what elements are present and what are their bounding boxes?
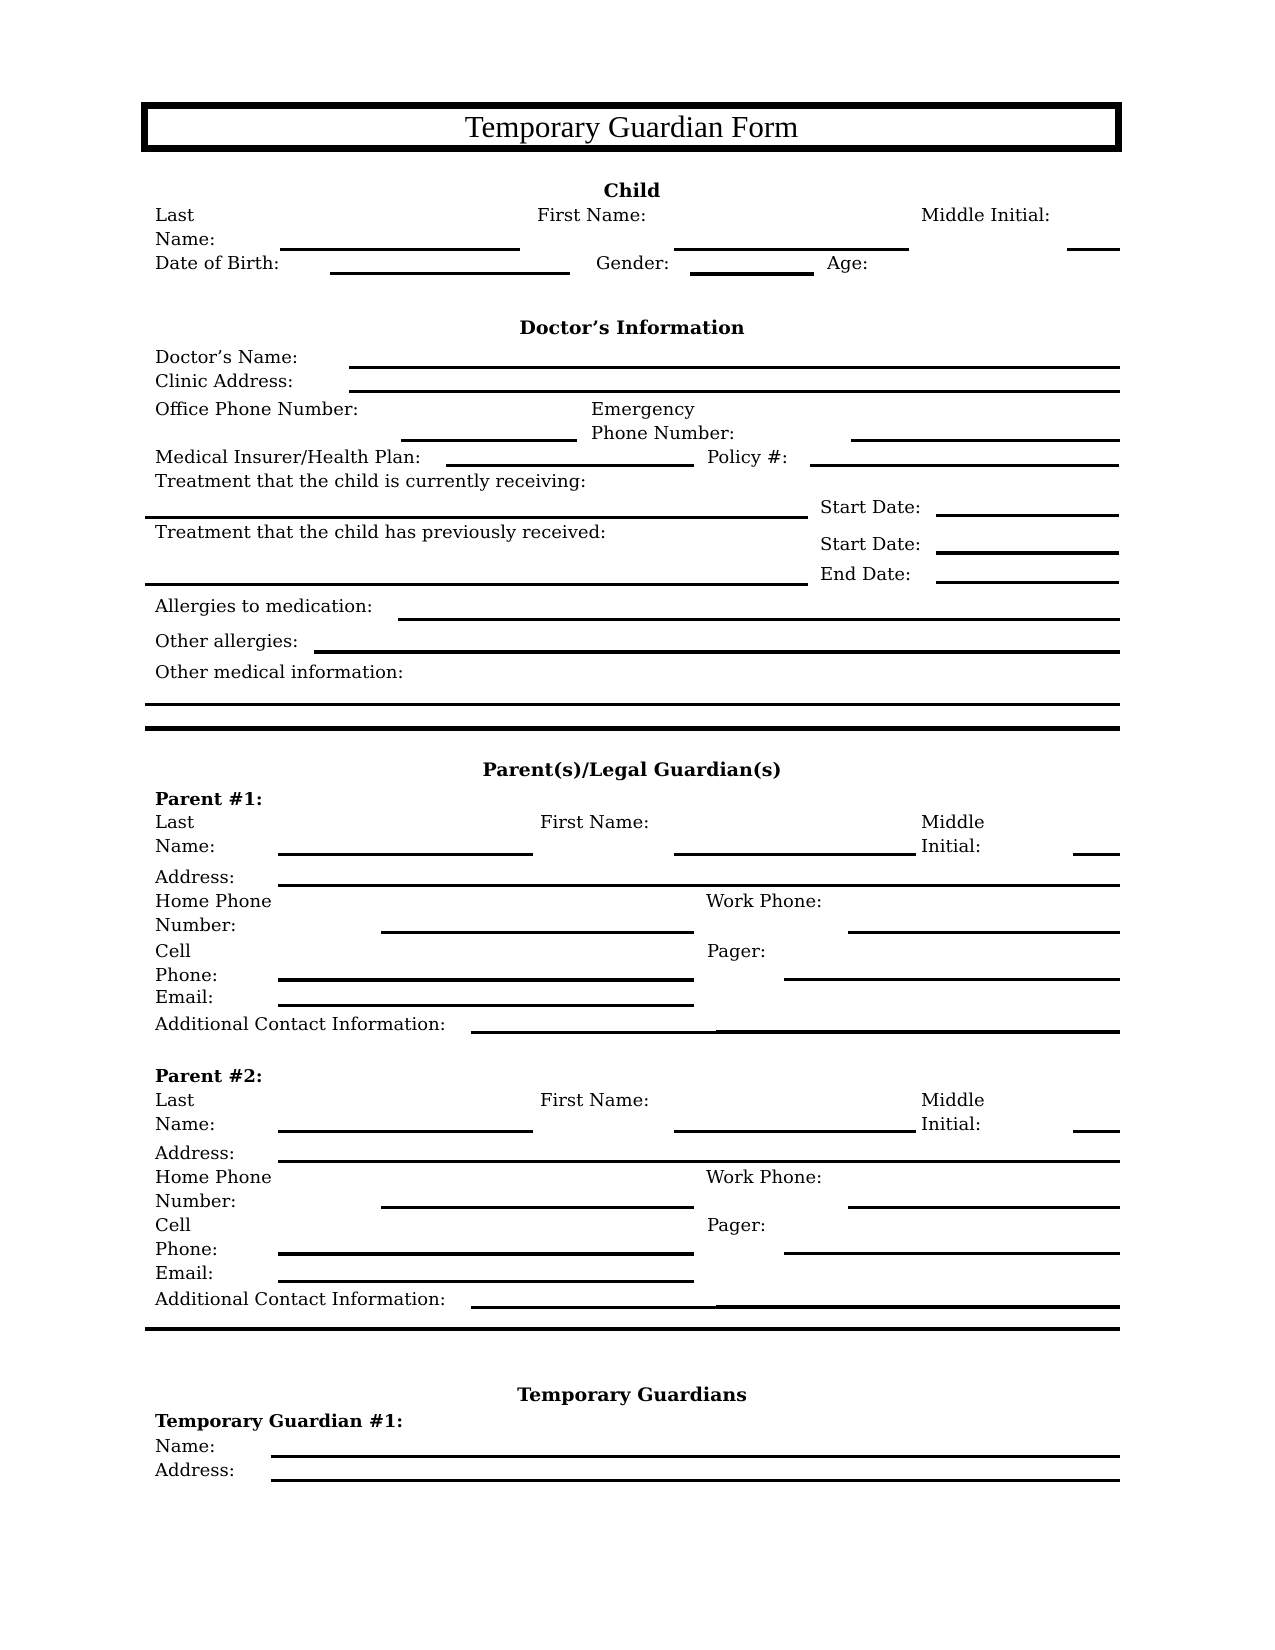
parent2-label: Parent #2: <box>155 1066 263 1087</box>
treatment-previous-end-date-field[interactable] <box>936 581 1119 584</box>
treatment-previous-start-date-field[interactable] <box>936 551 1119 555</box>
doctor-section-heading: Doctor’s Information <box>519 317 745 339</box>
treatment-previous-start-date-label: Start Date: <box>820 534 921 555</box>
parent1-label: Parent #1: <box>155 789 263 810</box>
insurer-label: Medical Insurer/Health Plan: <box>155 447 421 468</box>
parent2-address-label: Address: <box>155 1143 235 1164</box>
child-first-name-label: First Name: <box>537 205 647 226</box>
parent2-additional-contact-field-2[interactable] <box>716 1305 1120 1309</box>
other-medical-field-line1[interactable] <box>145 703 1120 706</box>
child-gender-label: Gender: <box>596 253 670 274</box>
parent2-first-name-label: First Name: <box>540 1090 650 1111</box>
child-last-name-label: Last Name: <box>155 205 216 250</box>
parent1-home-phone-label: Home Phone Number: <box>155 891 272 936</box>
guardian1-address-label: Address: <box>155 1460 235 1481</box>
guardian1-address-field[interactable] <box>271 1479 1120 1482</box>
doctor-name-field[interactable] <box>349 366 1120 369</box>
parent1-additional-contact-field-2[interactable] <box>716 1030 1120 1034</box>
child-age-label: Age: <box>827 253 869 274</box>
parent2-work-phone-field[interactable] <box>848 1206 1120 1209</box>
parent1-pager-field[interactable] <box>784 978 1120 981</box>
parent2-middle-initial-field[interactable] <box>1073 1130 1120 1133</box>
child-last-name-field[interactable] <box>280 248 520 251</box>
other-allergies-field[interactable] <box>314 650 1120 654</box>
treatment-current-start-date-field[interactable] <box>936 514 1119 517</box>
office-phone-field[interactable] <box>401 439 577 442</box>
treatment-previous-label: Treatment that the child has previously received: <box>155 522 607 543</box>
parent1-last-name-field[interactable] <box>278 853 533 856</box>
child-middle-initial-label: Middle Initial: <box>921 205 1051 226</box>
parent1-work-phone-label: Work Phone: <box>706 891 823 912</box>
emergency-phone-field[interactable] <box>851 439 1120 442</box>
parent1-middle-initial-label: Middle Initial: <box>921 812 985 857</box>
parent2-home-phone-label: Home Phone Number: <box>155 1167 272 1212</box>
parent2-pager-label: Pager: <box>707 1215 766 1236</box>
treatment-current-start-date-label: Start Date: <box>820 497 921 518</box>
treatment-current-field[interactable] <box>145 516 808 519</box>
guardians-section-heading: Temporary Guardians <box>517 1384 747 1406</box>
parent1-additional-contact-label: Additional Contact Information: <box>155 1014 446 1035</box>
parents-section-heading: Parent(s)/Legal Guardian(s) <box>482 759 782 781</box>
allergies-medication-label: Allergies to medication: <box>155 596 373 617</box>
child-gender-field[interactable] <box>690 272 814 276</box>
office-phone-label: Office Phone Number: <box>155 399 359 420</box>
parent1-email-label: Email: <box>155 987 214 1008</box>
parent2-cell-phone-label: Cell Phone: <box>155 1215 218 1260</box>
parent1-address-label: Address: <box>155 867 235 888</box>
guardian1-name-field[interactable] <box>271 1455 1120 1458</box>
parent1-first-name-field[interactable] <box>674 853 916 856</box>
form-title-box <box>141 102 1122 152</box>
parent2-address-field[interactable] <box>278 1160 1120 1163</box>
clinic-address-label: Clinic Address: <box>155 371 294 392</box>
emergency-phone-label: Emergency Phone Number: <box>591 399 735 444</box>
parents-section-divider <box>145 1327 1120 1331</box>
guardian1-label: Temporary Guardian #1: <box>155 1411 404 1432</box>
child-dob-label: Date of Birth: <box>155 253 280 274</box>
parent2-additional-contact-label: Additional Contact Information: <box>155 1289 446 1310</box>
parent1-additional-contact-field[interactable] <box>471 1031 716 1034</box>
parent1-middle-initial-field[interactable] <box>1073 853 1120 856</box>
parent1-pager-label: Pager: <box>707 941 766 962</box>
guardian1-name-label: Name: <box>155 1436 216 1457</box>
parent1-cell-phone-label: Cell Phone: <box>155 941 218 986</box>
policy-label: Policy #: <box>707 447 788 468</box>
parent2-home-phone-field[interactable] <box>381 1206 694 1209</box>
parent1-cell-phone-field[interactable] <box>278 978 694 982</box>
parent2-middle-initial-label: Middle Initial: <box>921 1090 985 1135</box>
policy-field[interactable] <box>810 464 1119 467</box>
insurer-field[interactable] <box>446 464 694 467</box>
other-allergies-label: Other allergies: <box>155 631 299 652</box>
parent2-email-field[interactable] <box>278 1280 694 1283</box>
parent2-first-name-field[interactable] <box>674 1130 916 1133</box>
form-title: Temporary Guardian Form <box>464 109 799 144</box>
treatment-previous-end-date-label: End Date: <box>820 564 912 585</box>
allergies-medication-field[interactable] <box>398 618 1120 621</box>
child-dob-field[interactable] <box>330 272 570 275</box>
clinic-address-field[interactable] <box>349 390 1120 393</box>
doctor-section-divider <box>145 726 1120 731</box>
parent2-work-phone-label: Work Phone: <box>706 1167 823 1188</box>
other-medical-label: Other medical information: <box>155 662 404 683</box>
child-section-heading: Child <box>603 180 661 202</box>
parent1-home-phone-field[interactable] <box>381 931 694 934</box>
parent2-additional-contact-field[interactable] <box>471 1306 716 1309</box>
treatment-current-label: Treatment that the child is currently receiving: <box>155 471 587 492</box>
parent1-work-phone-field[interactable] <box>848 931 1120 934</box>
parent2-cell-phone-field[interactable] <box>278 1252 694 1256</box>
parent2-pager-field[interactable] <box>784 1252 1120 1255</box>
parent1-address-field[interactable] <box>278 884 1120 887</box>
doctor-name-label: Doctor’s Name: <box>155 347 298 368</box>
parent2-email-label: Email: <box>155 1263 214 1284</box>
parent2-last-name-label: Last Name: <box>155 1090 216 1135</box>
parent2-last-name-field[interactable] <box>278 1130 533 1133</box>
parent1-last-name-label: Last Name: <box>155 812 216 857</box>
child-middle-initial-field[interactable] <box>1067 248 1120 251</box>
treatment-previous-field[interactable] <box>145 583 808 586</box>
parent1-email-field[interactable] <box>278 1004 694 1007</box>
child-first-name-field[interactable] <box>674 248 909 251</box>
parent1-first-name-label: First Name: <box>540 812 650 833</box>
